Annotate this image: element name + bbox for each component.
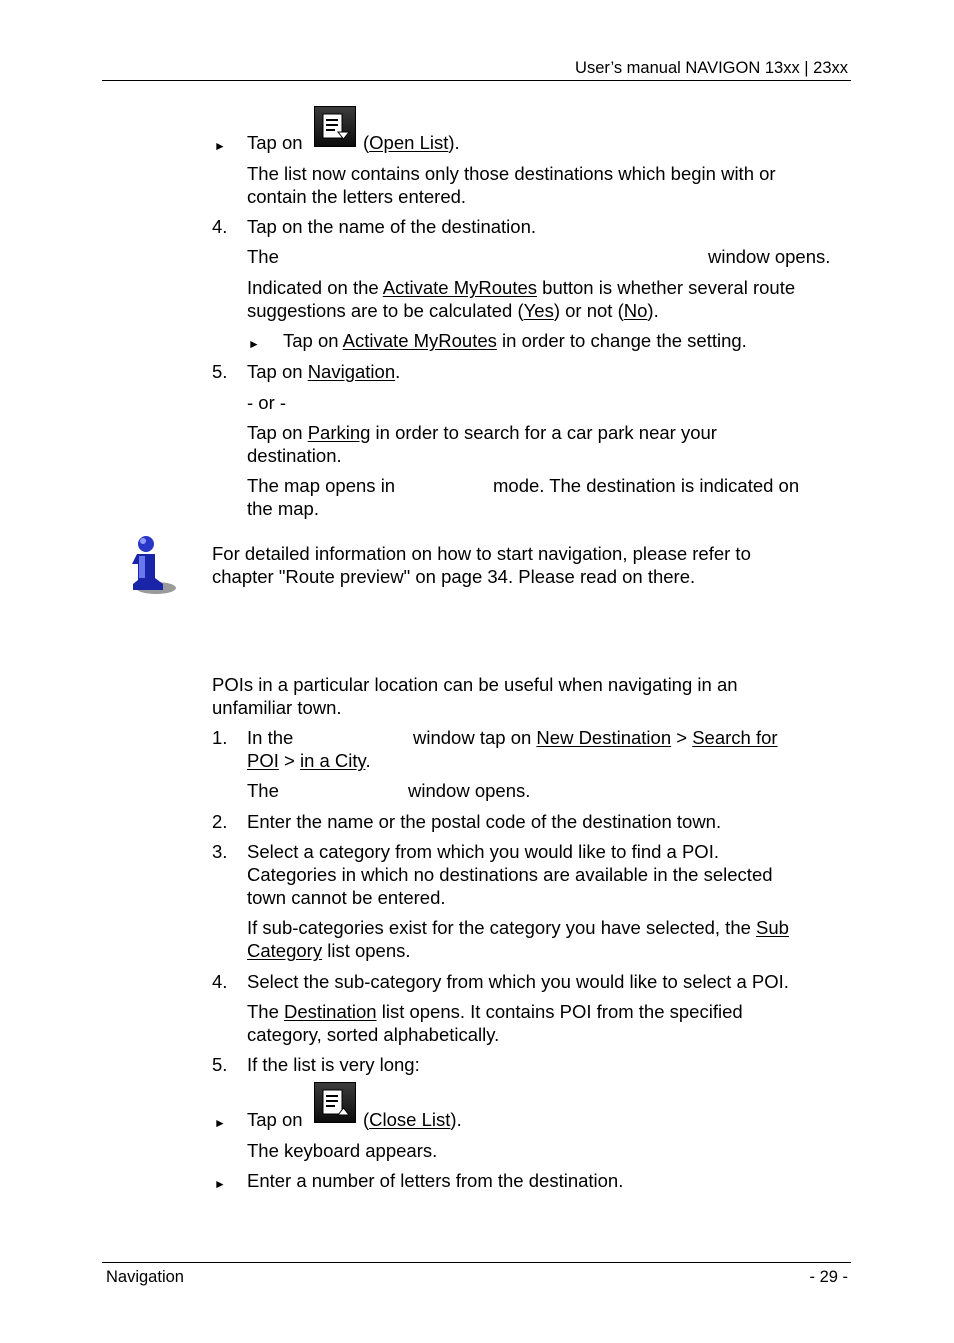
header-rule	[102, 80, 851, 81]
page-number: - 29 -	[809, 1268, 848, 1286]
step-text: Tap on the name of the destination.	[247, 216, 537, 237]
close-list-label: (Close List).	[363, 1109, 462, 1130]
paragraph: suggestions are to be calculated (Yes) or not (No).	[247, 300, 659, 321]
paragraph: Category list opens.	[247, 940, 411, 961]
page-header: User’s manual NAVIGON 13xx | 23xx	[575, 59, 848, 77]
sub-category-link[interactable]: Sub	[756, 917, 789, 938]
step-text: Select the sub-category from which you would like to select a POI.	[247, 971, 789, 992]
activate-myroutes-link[interactable]: Activate MyRoutes	[342, 330, 497, 351]
paragraph: contain the letters entered.	[247, 186, 467, 207]
paragraph: unfamiliar town.	[212, 697, 342, 718]
new-destination-link[interactable]: New Destination	[536, 727, 672, 748]
paragraph: - or -	[247, 392, 287, 413]
open-list-link[interactable]: Open List	[369, 132, 449, 153]
bullet-arrow: ►	[214, 1177, 226, 1191]
info-text: For detailed information on how to start navigation, please refer to	[212, 543, 751, 564]
open-list-icon[interactable]	[314, 106, 356, 147]
navigation-link[interactable]: Navigation	[307, 361, 396, 382]
step-text: If the list is very long:	[247, 1054, 420, 1075]
step-number: 1.	[212, 727, 228, 748]
bullet-arrow: ►	[214, 139, 226, 153]
step-number: 4.	[212, 216, 228, 237]
search-for-poi-link[interactable]: POI	[247, 750, 279, 771]
footer-rule	[102, 1262, 851, 1263]
footer-section: Navigation	[106, 1268, 184, 1286]
paragraph: the map.	[247, 498, 319, 519]
paragraph: The list now contains only those destinations which begin with or	[247, 163, 776, 184]
step-text: POI > in a City.	[247, 750, 371, 771]
activate-myroutes-link[interactable]: Activate MyRoutes	[382, 277, 538, 298]
info-text: chapter "Route preview" on page 34. Please read on there.	[212, 566, 696, 587]
step-text: Select a category from which you would like to find a POI.	[247, 841, 719, 862]
step-number: 2.	[212, 811, 228, 832]
close-list-icon[interactable]	[314, 1082, 356, 1123]
paragraph: The Destination list opens. It contains POI from the specified	[247, 1001, 743, 1022]
step-text: town cannot be entered.	[247, 887, 446, 908]
step-number: 5.	[212, 1054, 228, 1075]
sub-category-link[interactable]: Category	[247, 940, 323, 961]
parking-link[interactable]: Parking	[307, 422, 371, 443]
close-list-step: Tap on	[247, 1109, 303, 1130]
in-a-city-link[interactable]: in a City	[299, 750, 366, 771]
bullet-arrow: ►	[248, 337, 260, 351]
step-number: 5.	[212, 361, 228, 382]
paragraph: The keyboard appears.	[247, 1140, 438, 1161]
step-number: 3.	[212, 841, 228, 862]
paragraph: Tap on Parking in order to search for a car park near your	[247, 422, 717, 443]
step-text: Enter the name or the postal code of the destination town.	[247, 811, 722, 832]
open-list-step: Tap on	[247, 132, 303, 153]
paragraph: window opens.	[708, 246, 831, 267]
no-link[interactable]: No	[623, 300, 648, 321]
search-for-poi-link[interactable]: Search for	[692, 727, 778, 748]
paragraph: category, sorted alphabetically.	[247, 1024, 500, 1045]
paragraph: The map opens in	[247, 475, 396, 496]
paragraph: mode. The destination is indicated on	[493, 475, 800, 496]
paragraph: The	[247, 246, 279, 267]
info-person-icon	[122, 534, 178, 601]
bullet-arrow: ►	[214, 1116, 226, 1130]
open-list-label: (Open List).	[363, 132, 460, 153]
close-list-link[interactable]: Close List	[369, 1109, 451, 1130]
paragraph: Tap on Activate MyRoutes in order to change the setting.	[283, 330, 747, 351]
paragraph: Indicated on the Activate MyRoutes button is whether several route	[247, 277, 796, 298]
paragraph: destination.	[247, 445, 342, 466]
paragraph: Enter a number of letters from the destination.	[247, 1170, 624, 1191]
paragraph: window opens.	[408, 780, 531, 801]
paragraph: The	[247, 780, 279, 801]
step-number: 4.	[212, 971, 228, 992]
step-text: Categories in which no destinations are available in the selected	[247, 864, 773, 885]
destination-link[interactable]: Destination	[284, 1001, 377, 1022]
yes-link[interactable]: Yes	[523, 300, 554, 321]
paragraph: If sub-categories exist for the category you have selected, the Sub	[247, 917, 789, 938]
paragraph: POIs in a particular location can be useful when navigating in an	[212, 674, 738, 695]
step-text: In the	[247, 727, 294, 748]
step-text: window tap on New Destination > Search for	[413, 727, 778, 748]
step-text: Tap on Navigation.	[247, 361, 401, 382]
